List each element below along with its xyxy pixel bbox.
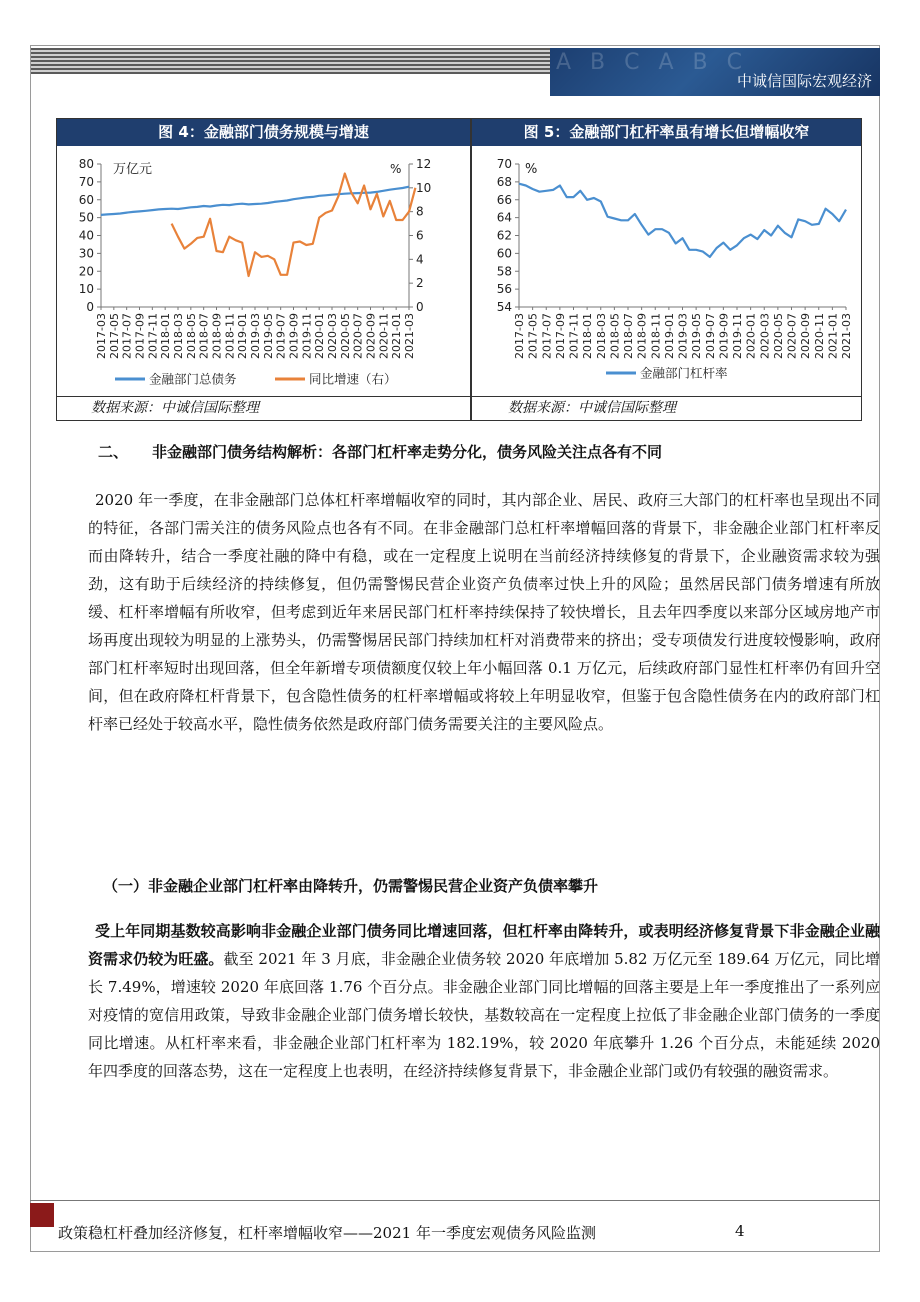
y-axis-unit: 万亿元 (113, 162, 153, 177)
x-tick-label: 2017-05 (526, 313, 540, 359)
y2-tick-label: 4 (416, 252, 424, 267)
paragraph-body: 截至 2021 年 3 月底，非金融企业债务较 2020 年底增加 5.82 万亿元至 189.64 万亿元，同比增长 7.49%，增速较 2020 年底回落 1.76 个百分点。非金融企业部门同比增幅的回落主要是上年一季度推出了一系列应对疫情的宽信用政策，导致非金融企业部门债务增长较快，基数较高在一定程度上拉低了非金融企业部门债务的一季度同比增速。从杠杆率来看，非金融企业部门杠杆率为 182.19%，较 2020 年底攀升 1.26 个百分点，未能延续 2020 年四季度的回落态势，这在一定程度上也表明，在经济持续修复背景下，非金融企业部门或仍有较强的融资需求。 (88, 950, 880, 1080)
brand-name: 中诚信国际宏观经济 (736, 72, 872, 90)
x-tick-label: 2019-05 (690, 313, 704, 359)
x-tick-label: 2017-11 (146, 313, 160, 359)
x-tick-label: 2020-09 (799, 313, 813, 359)
x-tick-label: 2018-09 (210, 313, 224, 359)
x-tick-label: 2019-11 (731, 313, 744, 359)
figure-5-source: 数据来源：中诚信国际整理 (472, 396, 861, 420)
y-tick-label: 80 (78, 157, 94, 171)
x-tick-label: 2019-03 (249, 313, 262, 359)
y2-tick-label: 12 (416, 157, 432, 171)
figure-4-title: 图 4：金融部门债务规模与增速 (57, 119, 470, 146)
legend-label-2: 同比增速（右） (309, 371, 397, 387)
x-tick-label: 2018-01 (159, 313, 173, 359)
x-tick-label: 2019-07 (274, 313, 288, 359)
y-tick-label: 58 (496, 264, 512, 279)
figure-4-source: 数据来源：中诚信国际整理 (57, 396, 470, 420)
x-tick-label: 2018-01 (581, 313, 595, 359)
y-tick-label: 56 (496, 282, 512, 297)
section-number: 二、 (98, 443, 129, 461)
x-tick-label: 2018-05 (608, 313, 622, 359)
y-tick-label: 10 (78, 282, 94, 297)
x-tick-label: 2020-11 (377, 313, 391, 359)
x-tick-label: 2019-01 (662, 313, 676, 359)
series-line-1 (519, 184, 846, 257)
x-tick-label: 2021-03 (840, 313, 853, 359)
x-tick-label: 2019-05 (261, 313, 275, 359)
x-tick-label: 2017-05 (107, 313, 121, 359)
x-tick-label: 2020-07 (351, 313, 365, 359)
y2-tick-label: 10 (416, 180, 432, 195)
x-tick-label: 2017-09 (133, 313, 147, 359)
subsection-heading: （一）非金融企业部门杠杆率由降转升，仍需警惕民营企业资产负债率攀升 (103, 877, 599, 895)
paragraph-lead-bold: 受上年同期基数较高影响非金融企业部门债务同比增速回落，但杠杆率由降转升，或表明经济修复背景下非金融企业融资需求仍较为旺盛。 (88, 922, 880, 968)
x-tick-label: 2021-01 (390, 313, 404, 359)
y2-tick-label: 0 (416, 300, 424, 314)
x-tick-label: 2017-07 (120, 313, 134, 359)
y-tick-label: 64 (496, 210, 512, 225)
figure-5 (471, 118, 862, 421)
x-tick-label: 2018-07 (197, 313, 211, 359)
header-stripes (31, 48, 551, 74)
x-tick-label: 2018-03 (172, 313, 185, 359)
x-tick-label: 2018-05 (184, 313, 198, 359)
y-tick-label: 60 (78, 192, 94, 207)
y-tick-label: 70 (496, 157, 512, 171)
page-number: 4 (735, 1222, 745, 1240)
section-heading-text: 非金融部门债务结构解析：各部门杠杆率走势分化，债务风险关注点各有不同 (152, 443, 663, 461)
x-tick-label: 2020-07 (785, 313, 799, 359)
legend-label-1: 金融部门杠杆率 (640, 365, 728, 381)
x-tick-label: 2020-05 (771, 313, 785, 359)
figure-4-chart (57, 146, 470, 397)
y-tick-label: 60 (496, 246, 512, 261)
figure-5-chart (472, 146, 861, 397)
y-tick-label: 68 (496, 174, 512, 189)
body-paragraph-2 (88, 917, 880, 1085)
x-tick-label: 2018-09 (635, 313, 649, 359)
series-line-2 (172, 174, 416, 277)
x-tick-label: 2018-11 (649, 313, 663, 359)
x-tick-label: 2019-09 (287, 313, 301, 359)
x-tick-label: 2017-09 (553, 313, 567, 359)
x-tick-label: 2021-01 (826, 313, 840, 359)
y2-tick-label: 8 (416, 204, 424, 219)
x-tick-label: 2018-07 (622, 313, 635, 359)
y-tick-label: 66 (496, 192, 512, 207)
x-tick-label: 2020-11 (812, 313, 826, 359)
x-tick-label: 2017-03 (95, 313, 108, 359)
x-tick-label: 2020-03 (758, 313, 772, 359)
body-paragraph-1: 2020 年一季度，在非金融部门总体杠杆率增幅收窄的同时，其内部企业、居民、政府三大部门的杠杆率也呈现出不同的特征，各部门需关注的债务风险点也各有不同。在非金融部门总杠杆率增幅回落的背景下，非金融企业部门杠杆率反而由降转升，结合一季度社融的降中有稳，或在一定程度上说明在当前经济持续修复的背景下，企业融资需求较为强劲，这有助于后续经济的持续修复，但仍需警惕民营企业资产负债率过快上升的风险；虽然居民部门债务增速有所放缓、杠杆率增幅有所收窄，但考虑到近年来居民部门杠杆率持续保持了较快增长，且去年四季度以来部分区域房地产市场再度出现较为明显的上涨势头，仍需警惕居民部门持续加杠杆对消费带来的挤出；受专项债发行进度较慢影响，政府部门杠杆率短时出现回落，但全年新增专项债额度仅较上年小幅回落 0.1 万亿元，后续政府部门显性杠杆率仍有回升空间，但在政府降杠杆背景下，包含隐性债务的杠杆率增幅或将较上年明显收窄，但鉴于包含隐性债务在内的政府部门杠杆率已经处于较高水平，隐性债务依然是政府部门债务需要关注的主要风险点。 (88, 491, 880, 733)
y-tick-label: 0 (86, 300, 94, 314)
x-tick-label: 2020-09 (364, 313, 378, 359)
x-tick-label: 2019-01 (236, 313, 250, 359)
y-tick-label: 54 (496, 300, 512, 314)
footer-mark (30, 1203, 54, 1227)
legend-label-1: 金融部门总债务 (149, 371, 237, 387)
y-tick-label: 62 (496, 228, 512, 243)
x-tick-label: 2018-03 (594, 313, 608, 359)
y-axis-unit: % (525, 162, 538, 177)
figure-5-title: 图 5：金融部门杠杆率虽有增长但增幅收窄 (472, 119, 861, 146)
y-tick-label: 50 (78, 210, 94, 225)
y-tick-label: 40 (78, 228, 94, 243)
x-tick-label: 2019-07 (703, 313, 717, 359)
x-tick-label: 2020-05 (338, 313, 352, 359)
x-tick-label: 2018-11 (223, 313, 237, 359)
footer-title: 政策稳杠杆叠加经济修复，杠杆率增幅收窄——2021 年一季度宏观债务风险监测 (58, 1224, 596, 1242)
figure-4 (56, 118, 471, 421)
x-tick-label: 2019-09 (717, 313, 731, 359)
footer-rule (30, 1200, 880, 1201)
x-tick-label: 2020-01 (313, 313, 327, 359)
y2-tick-label: 2 (416, 276, 424, 291)
x-tick-label: 2020-01 (744, 313, 758, 359)
x-tick-label: 2019-03 (676, 313, 690, 359)
x-tick-label: 2021-03 (403, 313, 416, 359)
x-tick-label: 2020-03 (326, 313, 339, 359)
y-tick-label: 70 (78, 174, 94, 189)
x-tick-label: 2019-11 (300, 313, 314, 359)
x-tick-label: 2017-07 (540, 313, 554, 359)
y2-tick-label: 6 (416, 228, 424, 243)
banner-glyphs: A B C A B C (556, 50, 748, 75)
section-heading (98, 441, 662, 462)
y-tick-label: 30 (78, 246, 94, 261)
x-tick-label: 2017-11 (567, 313, 581, 359)
y2-axis-unit: % (390, 162, 402, 176)
header-banner (550, 48, 880, 96)
x-tick-label: 2017-03 (513, 313, 526, 359)
y-tick-label: 20 (78, 264, 94, 279)
